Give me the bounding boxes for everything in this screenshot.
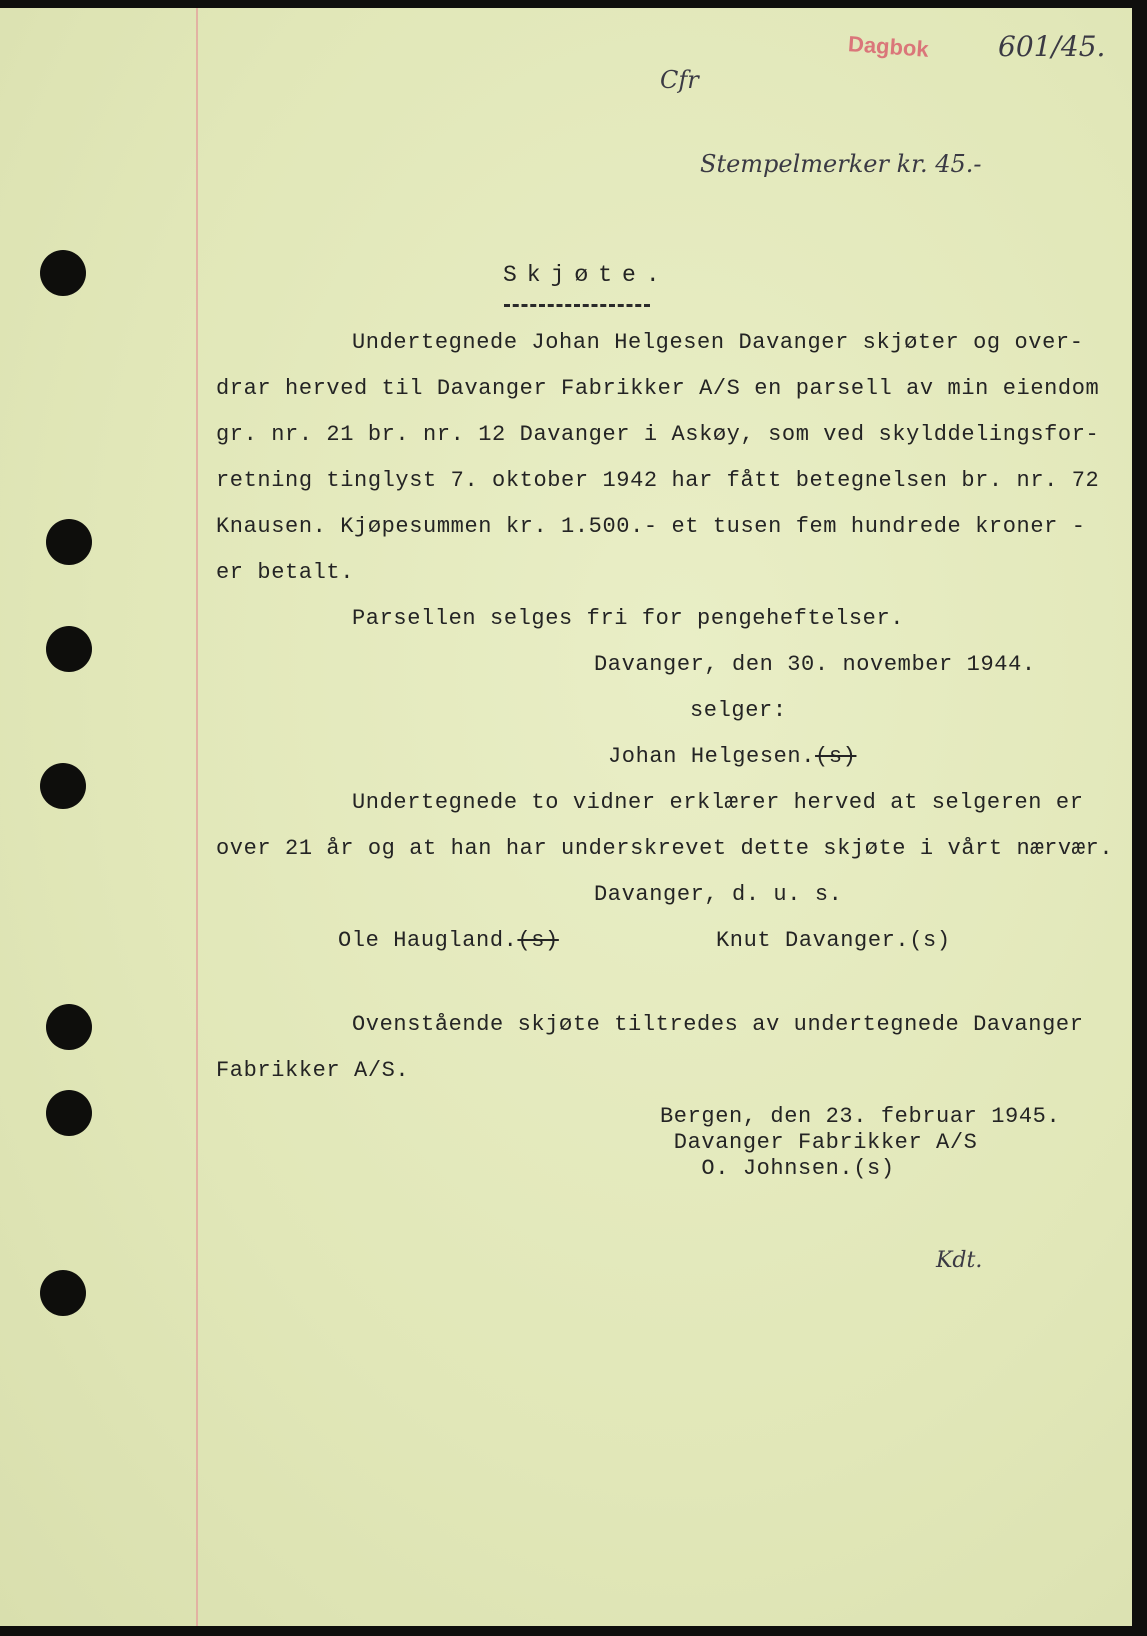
date-line-2: Davanger, d. u. s. [594, 882, 843, 907]
document-title: Skjøte. [503, 262, 670, 288]
margin-line [196, 8, 198, 1626]
closing-line: Davanger Fabrikker A/S [660, 1130, 978, 1155]
witness2-name: Knut Davanger. [716, 928, 910, 953]
punch-hole [46, 1004, 92, 1050]
witness1-mark: (s) [517, 928, 559, 953]
punch-hole [40, 1270, 86, 1316]
paragraph1-line: drar herved til Davanger Fabrikker A/S en parsell av min eiendom [216, 376, 1100, 401]
paragraph3-line: Undertegnede to vidner erklærer herved at selgeren er [352, 790, 1084, 815]
stamp-note: Stempelmerker kr. 45.- [700, 150, 982, 178]
paragraph4-line: Ovenstående skjøte tiltredes av undertegnede Davanger [352, 1012, 1084, 1037]
closing-signature [660, 1156, 895, 1181]
closing-line: Bergen, den 23. februar 1945. [660, 1104, 1061, 1129]
title-underline [504, 304, 650, 307]
paragraph1-line: Undertegnede Johan Helgesen Davanger skjøter og over- [352, 330, 1084, 355]
witness1-name: Ole Haugland. [338, 928, 518, 953]
seller-name: Johan Helgesen. [608, 744, 816, 769]
punch-hole [46, 626, 92, 672]
seller-mark: (s) [815, 744, 857, 769]
punch-hole [40, 763, 86, 809]
initials-bottom: Kdt. [936, 1248, 983, 1273]
closing-mark: (s) [853, 1156, 895, 1181]
witness2-signature [716, 928, 951, 953]
initials-top: Cfr [660, 66, 699, 94]
date-line: Davanger, den 30. november 1944. [594, 652, 1036, 677]
seller-signature [608, 744, 856, 769]
punch-hole [46, 1090, 92, 1136]
paragraph1-line: Knausen. Kjøpesummen kr. 1.500.- et tusen fem hundrede kroner - [216, 514, 1086, 539]
witness1-signature [338, 928, 559, 953]
paragraph1-line: er betalt. [216, 560, 355, 585]
paragraph1-line: retning tinglyst 7. oktober 1942 har fått betegnelsen br. nr. 72 [216, 468, 1100, 493]
closing-name: O. Johnsen. [660, 1156, 854, 1181]
paragraph1-line: gr. nr. 21 br. nr. 12 Davanger i Askøy, som ved skylddelingsfor- [216, 422, 1100, 447]
document-page [0, 8, 1132, 1626]
seller-label: selger: [690, 698, 787, 723]
witness2-mark: (s) [909, 928, 951, 953]
paragraph3-line: over 21 år og at han har underskrevet dette skjøte i vårt nærvær. [216, 836, 1114, 861]
reference-number: 601/45. [998, 30, 1106, 63]
punch-hole [46, 519, 92, 565]
dagbok-stamp: Dagbok [847, 31, 930, 62]
paragraph2: Parsellen selges fri for pengeheftelser. [352, 606, 905, 631]
paragraph4-line: Fabrikker A/S. [216, 1058, 410, 1083]
punch-hole [40, 250, 86, 296]
